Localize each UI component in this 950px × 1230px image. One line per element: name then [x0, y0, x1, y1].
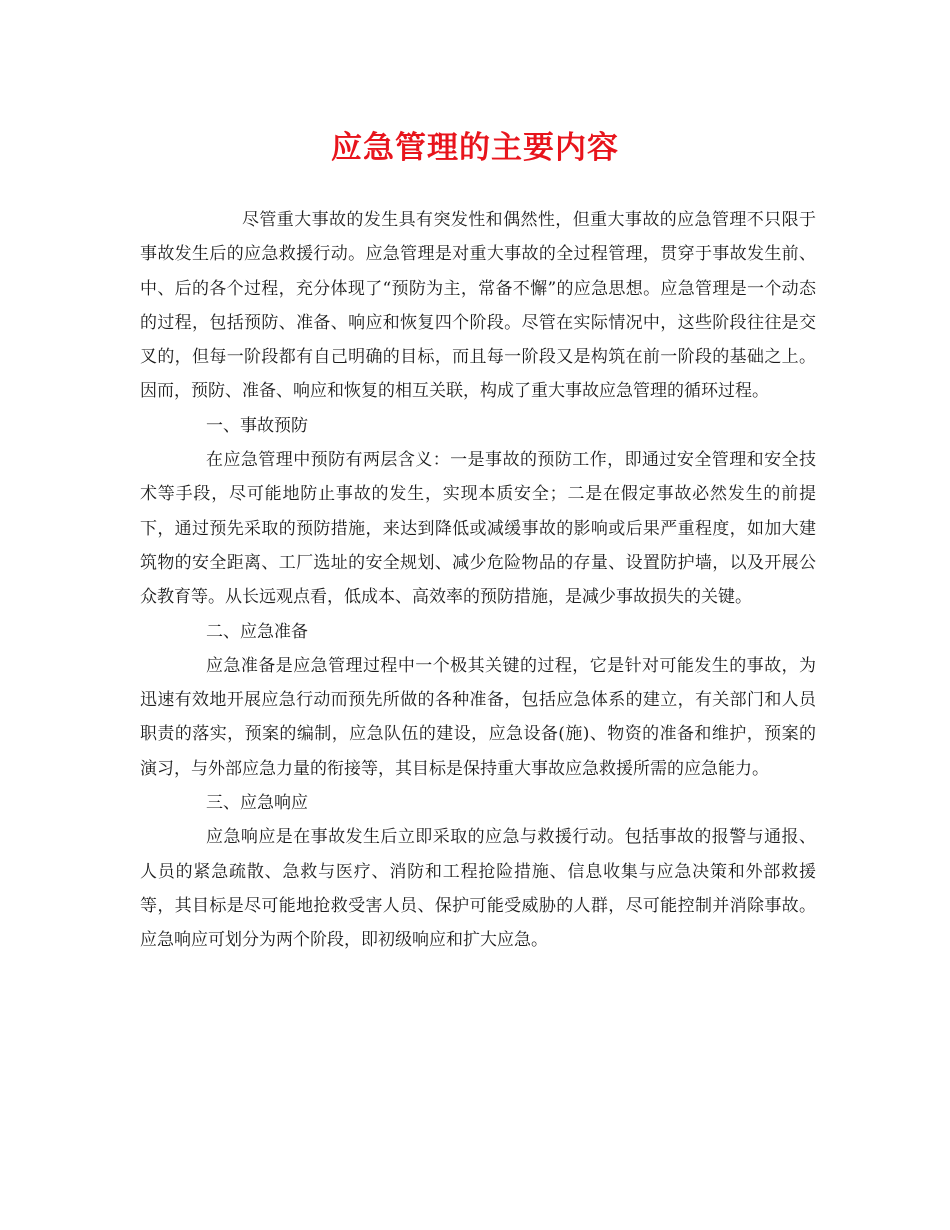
- section-heading-response: 三、应急响应: [206, 793, 308, 814]
- section-heading-prevention: 一、事故预防: [206, 415, 308, 436]
- section-heading-preparation: 二、应急准备: [206, 621, 308, 642]
- intro-paragraph: 尽管重大事故的发生具有突发性和偶然性，但重大事故的应急管理不只限于事故发生后的应急救援行动。应急管理是对重大事故的全过程管理，贯穿于事故发生前、中、后的各个过程，充分体现了“预防为主，常备不懈”的应急思想。应急管理是一个动态的过程，包括预防、准备、响应和恢复四个阶段。尽管在实际情况中，这些阶段往往是交叉的，但每一阶段都有自己明确的目标，而且每一阶段又是构筑在前一阶段的基础之上。因而，预防、准备、响应和恢复的相互关联，构成了重大事故应急管理的循环过程。: [140, 210, 816, 402]
- document-body: [140, 203, 816, 958]
- section-text-prevention: 在应急管理中预防有两层含义：一是事故的预防工作，即通过安全管理和安全技术等手段，尽可能地防止事故的发生，实现本质安全；二是在假定事故必然发生的前提下，通过预先采取的预防措施，来达到降低或减缓事故的影响或后果严重程度，如加大建筑物的安全距离、工厂选址的安全规划、减少危险物品的存量、设置防护墙，以及开展公众教育等。从长远观点看，低成本、高效率的预防措施，是减少事故损失的关键。: [140, 450, 816, 608]
- document-title: 应急管理的主要内容: [331, 130, 619, 166]
- section-text-preparation: 应急准备是应急管理过程中一个极其关键的过程，它是针对可能发生的事故，为迅速有效地开展应急行动而预先所做的各种准备，包括应急体系的建立，有关部门和人员职责的落实，预案的编制，应急队伍的建设，应急设备(施)、物资的准备和维护，预案的演习，与外部应急力量的衔接等，其目标是保持重大事故应急救援所需的应急能力。: [140, 655, 816, 779]
- section-text-response: 应急响应是在事故发生后立即采取的应急与救援行动。包括事故的报警与通报、人员的紧急疏散、急救与医疗、消防和工程抢险措施、信息收集与应急决策和外部救援等，其目标是尽可能地抢救受害人员、保护可能受威胁的人群，尽可能控制并消除事故。应急响应可划分为两个阶段，即初级响应和扩大应急。: [140, 827, 816, 951]
